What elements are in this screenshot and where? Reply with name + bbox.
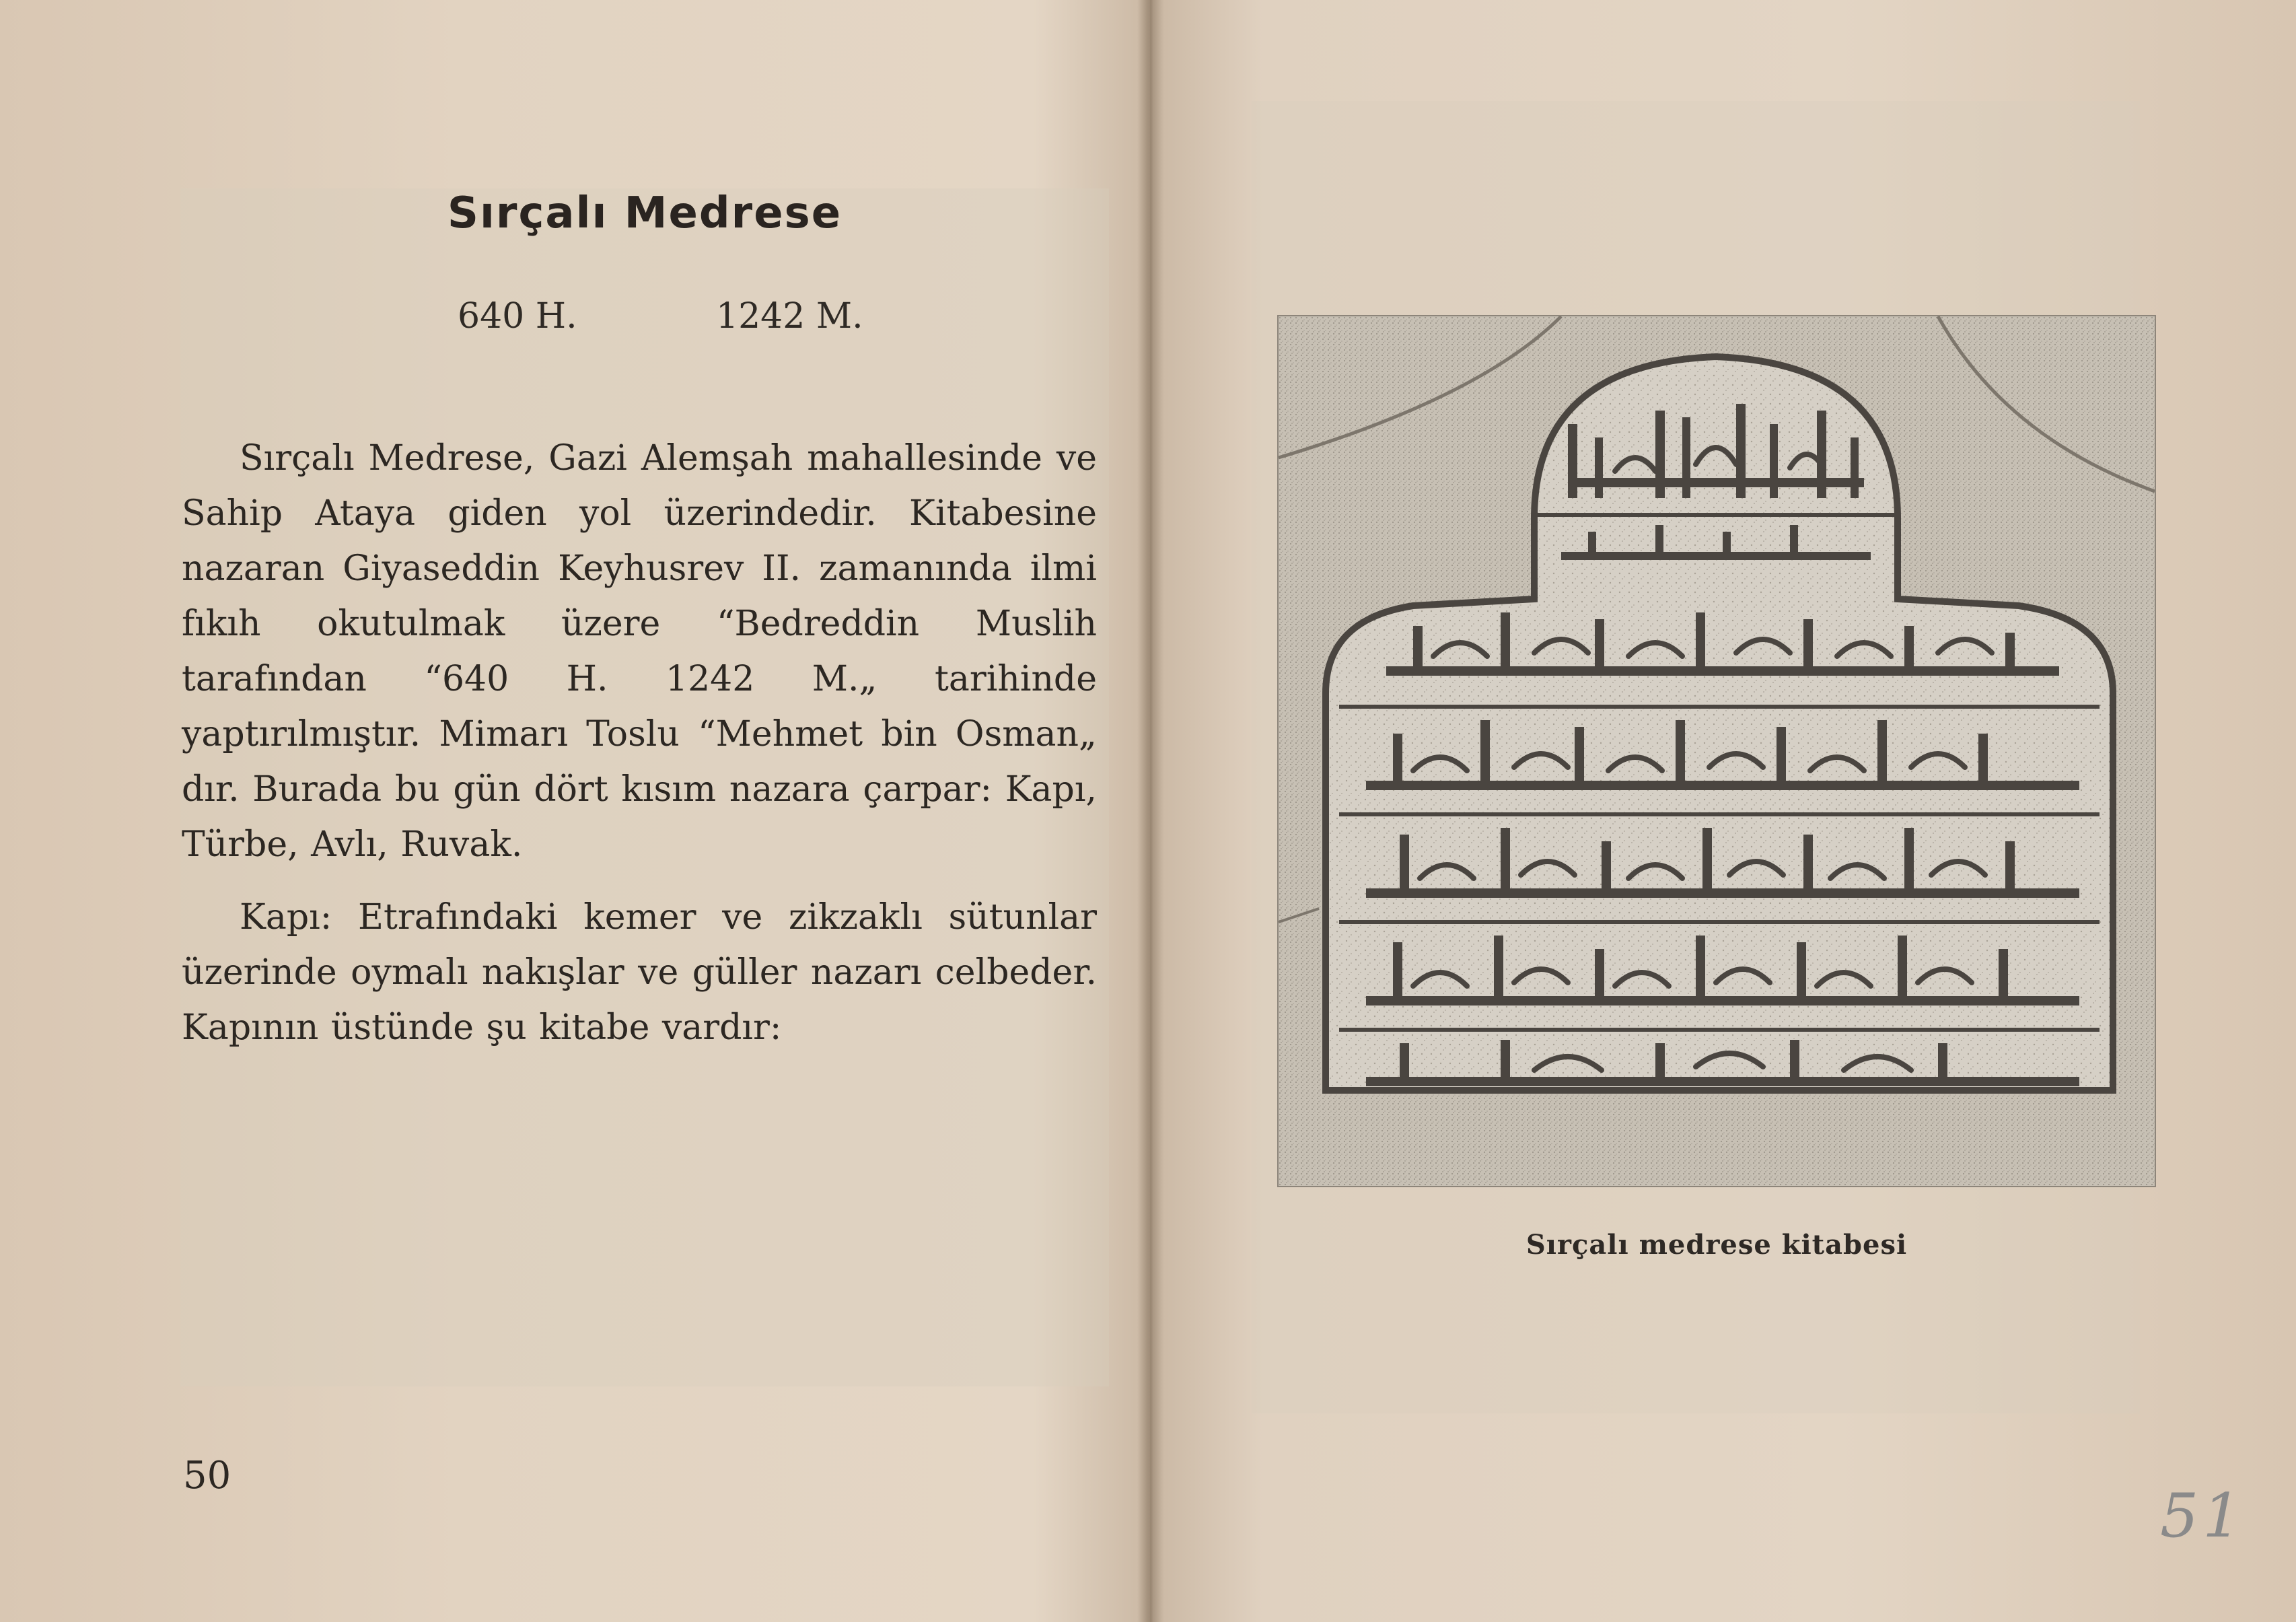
handwritten-page-number: 51 [2160,1481,2246,1551]
page-number-left: 50 [183,1454,231,1497]
date-gregorian: 1242 M. [716,296,863,337]
date-hijri: 640 H. [458,296,577,337]
paragraph-intro: Sırçalı Medrese, Gazi Alemşah mahallesinde ve Sahip Ataya giden yol üzerindedir. Kitabesine nazaran Giyaseddin Keyhusrev II. zamanında ilmi fıkıh okutulmak üzere “Bedreddin Muslih tarafından “640 H. 1242 M.„ tarihinde yaptırılmıştır. Mimarı Toslu “Mehmet bin Osman„ dır. Burada bu gün dört kısım nazara çarpar: Kapı, Türbe, Avlı, Ruvak. [182,438,1097,865]
inscription-illustration [1279,316,2155,1186]
paragraph-door: Kapı: Etrafındaki kemer ve zikzaklı sütunlar üzerinde oymalı nakışlar ve güller nazarı celbeder. Kapının üstünde şu kitabe vardır: [182,897,1097,1048]
photo-caption: Sırçalı medrese kitabesi [1526,1229,1908,1261]
page-title: Sırçalı Medrese [447,188,842,238]
inscription-photo [1279,316,2155,1186]
